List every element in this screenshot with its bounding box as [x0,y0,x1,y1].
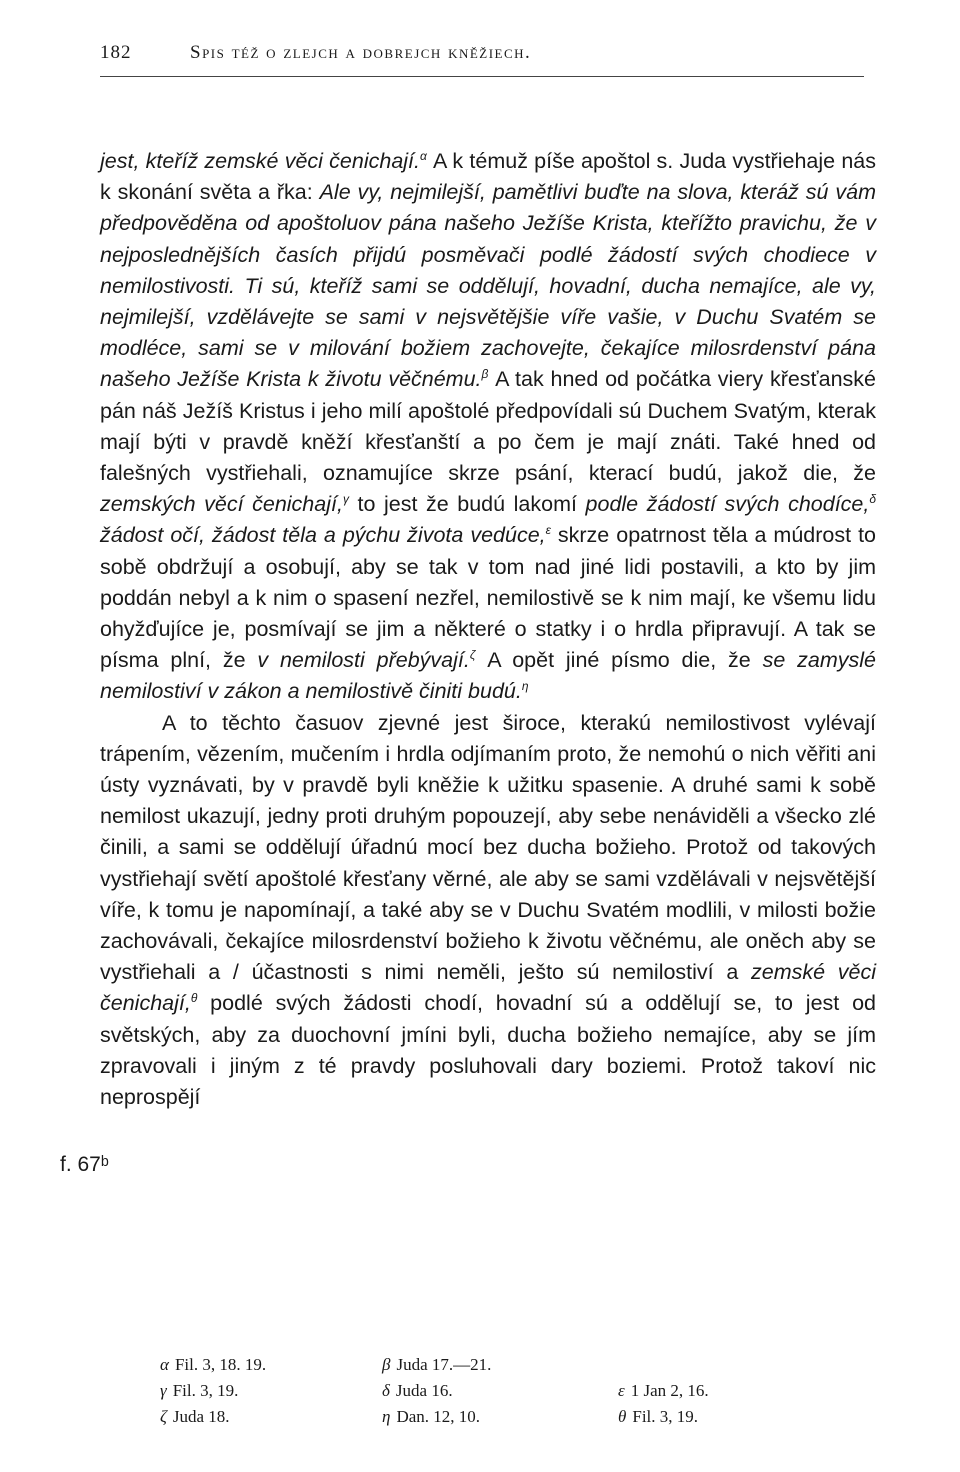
footnote-marker: γ [342,492,349,507]
footnote-ref: Fil. 3, 19. [632,1407,699,1426]
quote: Ale vy, nejmilejší, pamětlivi buďte na slova, kteráž sú vám předpověděna od apoštoluov pána našeho Ježíše Krista, kteřížto pravichu, že v nejposlednějších časích přijdú posměvači podlé žádostí svých chodiece v nemilostivosti. Ti sú, kteříž sami se oddělují, hovadní, ducha nemajíce, ale vy, nejmilejší, vzdělávejte se sami v nejsvětějšie víře vašie, v Duchu Svatém se modléce, sami se v milování božiem zachovejte, čekajíce milosrdenství pána našeho Ježíše Krista k životu věčnému. [100,180,876,392]
footnote-ref: Juda 18. [172,1407,230,1426]
text-run: podlé svých žádosti chodí, hovadní sú a oddělují se, to jest od světských, aby za duochovní jmíni byli, ducha božieho nemajíce, aby se jím zpravovali i jiným z té pravdy posluhovali dary boziemi. Protož takoví nic neprospějí [100,991,876,1110]
quote: jest, kteříž zemské věci čenichají. [100,149,420,173]
footnote [382,1404,480,1430]
footnote-marker: η [521,679,529,694]
footnote-ref: Juda 17.—21. [396,1355,492,1374]
text-run: A opět jiné písmo die, že [475,648,763,673]
quote: v nemilosti přebývají. [257,648,470,673]
footnote-marker: δ [869,492,877,507]
footnote-marker: α [420,148,427,163]
text-run: A k témuž píše apoštol s. Juda vystřiehaje nás k skonání světa a řka: [100,149,876,205]
header-rule [100,76,864,77]
footnote-marker: θ [190,991,198,1006]
footnote [382,1352,491,1378]
paragraph-1 [100,146,876,708]
page-header [100,42,864,72]
page-number: 182 [100,42,132,63]
footnote-mark: ζ [160,1407,167,1426]
footnote-mark: θ [618,1407,627,1426]
footnote [160,1378,238,1404]
footnote-ref: Dan. 12, 10. [396,1407,481,1426]
footnote-marker: ε [545,523,551,538]
footnote-marker: β [481,367,489,382]
footnote-mark: δ [382,1381,390,1400]
footnote-ref: 1 Jan 2, 16. [630,1381,709,1400]
footnote-mark: ε [618,1381,625,1400]
footnote-ref: Juda 16. [395,1381,453,1400]
footnote [382,1378,453,1404]
footnote-mark: γ [160,1381,167,1400]
text-run: A tak hned od počátka viery křesťanské pán náš Ježíš Kristus i jeho milí apoštolé předpovídali sú Duchem Svatým, kterak mají býti v pravdě kněží křesťanští a po čem je mají znáti. Také hned od falešných vystřiehali, oznamujíce skrze psání, kterací budú, jakož die, že [100,367,876,486]
footnote [160,1352,266,1378]
footnote-marker: ζ [469,648,476,663]
quote: zemských věcí čenichají, [100,492,343,517]
body-text [100,146,876,1113]
footnote-mark: α [160,1355,169,1374]
text-run: skrze opatrnost těla a múdrost to sobě obdržují a osobují, aby se tak v tom nad jiné lidi postavili, a kto by jim poddán nebyl a k nim o spasení nezřel, nemilostivě se k nim mají, ke všemu lidu ohyžďujíce je, posmívají se jim a některé o statky i o hrdla připravují. A tak se písma plní, že [100,523,876,673]
text-run: to jest že budú lakomí [348,492,586,517]
quote: podle žádostí svých chodíce, [585,492,870,517]
footnote-ref: Fil. 3, 19. [172,1381,239,1400]
footnote-mark: η [382,1407,391,1426]
footnote-mark: β [382,1355,391,1374]
text-run: A to těchto časuov zjevné jest široce, kterakú nemilostivost vylévají trápením, vězením, mučením i hrdla odjímaním proto, že nemohú o nich věřiti ani ústy vyznávati, by v pravdě byli kněžie k užitku spasenie. A druhé sami k sobě nemilost ukazují, jedny proti druhým popouzejí, aby sebe nenáviděli a všecko zlé činili, a sami se oddělují úřadnú mocí bez ducha božieho. Protož od takových vystřiehají světí apoštolé křesťany věrné, ale aby se sami vzdělávali v nejsvětější víře, k tomu je napomínají, a také aby se v Duchu Svatém modlili, v milosti božie zachovávali, čekajíce milosrdenství božieho k životu věčnému, ale oněch aby se vystřiehali a / účastnosti s nimi neměli, ješto sú nemilostiví a [100,710,876,985]
footnote-ref: Fil. 3, 18. 19. [174,1355,267,1374]
footnote [160,1404,230,1430]
footnote [618,1404,698,1430]
footnote [618,1378,709,1404]
folio-margin-note: f. 67ᵇ [60,1153,109,1176]
quote: se zamyslé nemilostiví v zákon a nemilostivě činiti budú. [100,648,876,704]
quote: zemské věci čenichají, [100,960,876,1016]
paragraph-2 [100,708,876,1114]
quote: žádost očí, žádost těla a pýchu života vedúce, [100,523,546,548]
running-title: Spis též o zlejch a dobrejch kněžiech. [190,42,532,63]
